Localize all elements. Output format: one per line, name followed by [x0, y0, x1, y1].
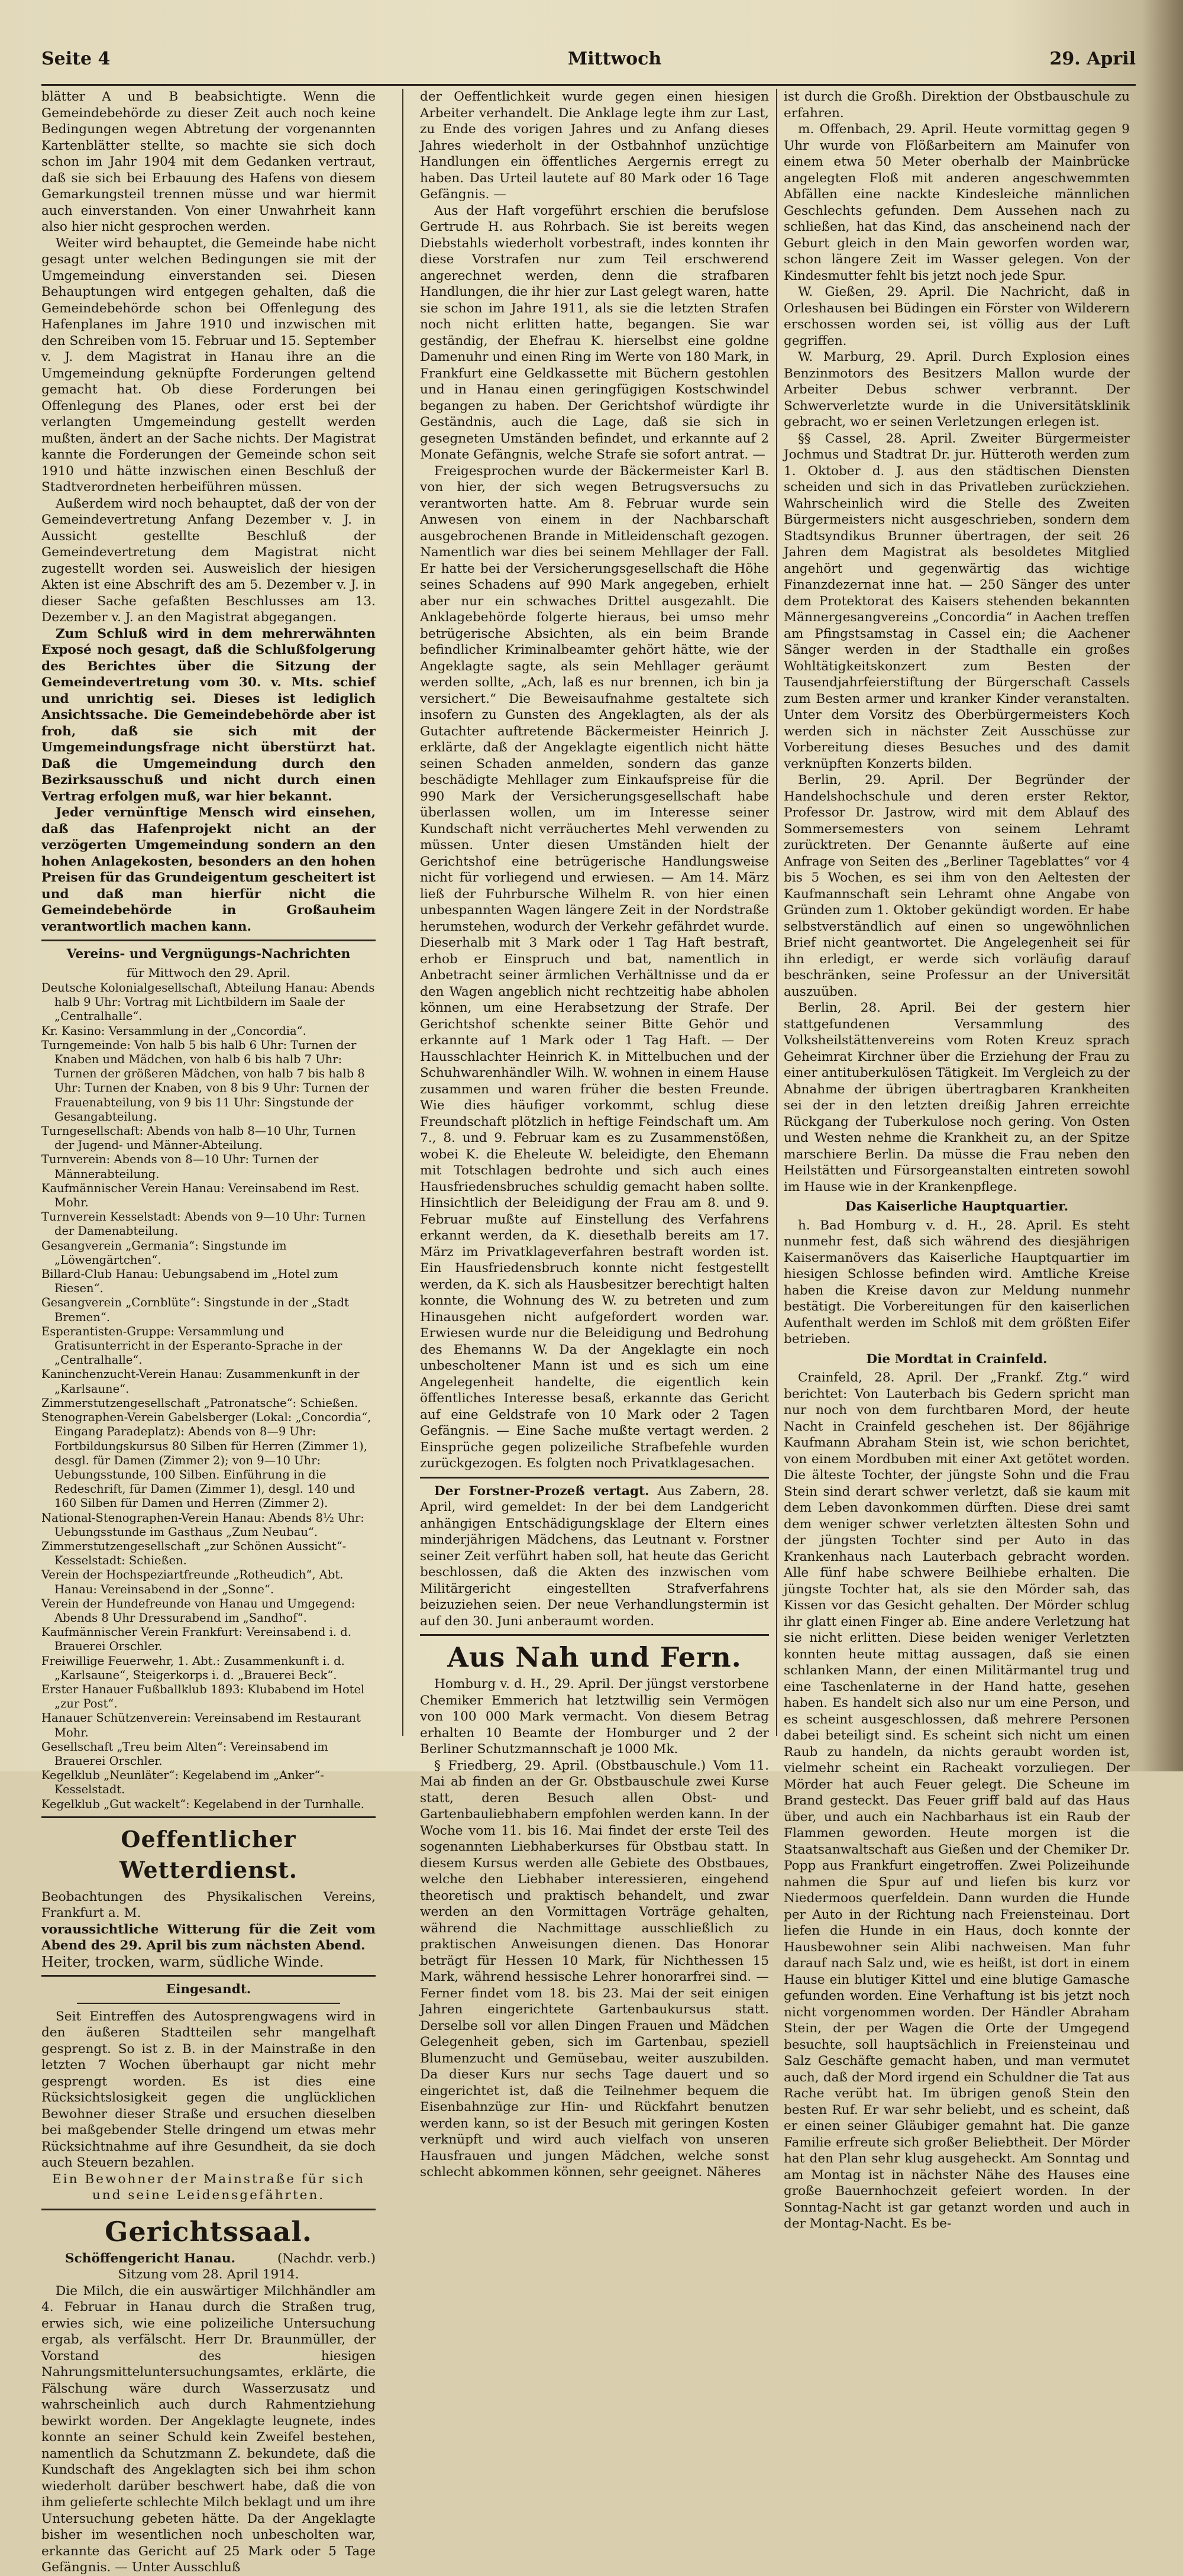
- divider: [41, 1975, 376, 1977]
- list-item: Billard-Club Hanau: Uebungsabend im „Hotel zum Riesen“.: [41, 1267, 338, 1296]
- column-3: [784, 89, 1130, 2231]
- session-date: Sitzung vom 28. April 1914.: [118, 2267, 299, 2283]
- divider: [420, 1634, 769, 1636]
- weather-source: Beobachtungen des Physikalischen Vereins, Frankfurt a. M.: [41, 1889, 376, 1921]
- list-item: Hanauer Schützenverein: Vereinsabend im Restaurant Mohr.: [41, 1711, 361, 1739]
- divider: [77, 2003, 340, 2004]
- signature: Ein Bewohner der Mainstraße für sich und seine Leidensgefährten.: [51, 2171, 366, 2203]
- section-subheading: für Mittwoch den 29. April.: [127, 965, 290, 980]
- list-item: Zimmerstutzengesellschaft „zur Schönen Aussicht“-Kesselstadt: Schießen.: [41, 1539, 347, 1568]
- list-item: Turnverein: Abends von 8—10 Uhr: Turnen der Männerabteilung.: [41, 1153, 319, 1181]
- paragraph: der Oeffentlichkeit wurde gegen einen hiesigen Arbeiter verhandelt. Die Anklage legte ihm zur Last, zu Ende des vorigen Jahres und zu Anfang dieses Jahres wiederholt in der Ostbahnhof unzüchtige Handlungen ein öffentliches Aergernis erregt zu haben. Das Urteil lautete auf 80 Mark oder 16 Tage Gefängnis. —: [420, 89, 769, 202]
- section-heading-hauptquartier: Das Kaiserliche Hauptquartier.: [845, 1199, 1069, 1214]
- page-header: [41, 43, 1136, 86]
- binding-shadow: [1142, 0, 1183, 1771]
- paragraph: W. Gießen, 29. April. Die Nachricht, daß in Orleshausen bei Büdingen ein Förster von Wilderern erschossen worden sei, ist völlig aus der Luft gegriffen.: [784, 285, 1130, 348]
- divider: [41, 940, 376, 941]
- weather-forecast-period: voraussichtliche Witterung für die Zeit vom Abend des 29. April bis zum nächsten Abend.: [41, 1922, 376, 1954]
- column-1: [41, 89, 376, 2575]
- list-item: Verein der Hochspeziartfreunde „Rotheudich“, Abt. Hanau: Vereinsabend in der „Sonne“.: [41, 1568, 344, 1596]
- vereins-list: [41, 981, 376, 1812]
- list-item: Gesellschaft „Treu beim Alten“: Vereinsabend im Brauerei Orschler.: [41, 1739, 328, 1768]
- paragraph: §§ Cassel, 28. April. Zweiter Bürgermeister Jochmus und Stadtrat Dr. jur. Hütteroth werden zum 1. Oktober d. J. aus den städtischen Diensten scheiden und sich in das Privatleben zurückziehen. Wahrscheinlich wird die Stelle des Zweiten Bürgermeisters nicht ausgeschrieben, sondern dem Stadtsyndikus Brunner übertragen, der seit 26 Jahren dem Magistrat als besoldetes Mitglied angehört und gegenwärtig das wichtige Finanzdezernat inne hat. — 250 Sänger des unter dem Protektorat des Kaisers stehenden bekannten Männergesangvereins „Concordia“ in Aachen treffen am Pfingstsamstag in Cassel ein; die Aachener Sänger werden in der Stadthalle ein großes Wohltätigkeitskonzert zum Besten der Tausendjahrfeierstiftung der Bürgerschaft Cassels zum Besten armer und kranker Kinder veranstalten. Unter dem Vorsitz des Oberbürgermeisters Koch werden sich in nächster Zeit Ausschüsse zur Vorbereitung dieses Besuches und des damit verknüpften Konzerts bilden.: [784, 431, 1130, 771]
- paragraph: h. Bad Homburg v. d. H., 28. April. Es steht nunmehr fest, daß sich während des diesjährigen Kaisermanövers das Kaiserliche Hauptquartier im hiesigen Schlosse befinden wird. Amtliche Kreise haben die Kreise davon zur Meldung nunmehr bestätigt. Die Vorbereitungen für den kaiserlichen Aufenthalt werden im Schloß mit dem größten Eifer betrieben.: [784, 1218, 1130, 1347]
- list-item: Kaufmännischer Verein Frankfurt: Vereinsabend i. d. Brauerei Orschler.: [41, 1625, 351, 1654]
- paragraph: Weiter wird behauptet, die Gemeinde habe nicht gesagt unter welchen Bedingungen sie mit der Umgemeindung einverstanden sei. Diesen Behauptungen wird entgegen gehalten, daß die Gemeindebehörde schon bei Offenlegung des Hafenplanes im Jahre 1910 und inzwischen mit den Schreiben vom 15. Februar und 15. September v. J. dem Magistrat in Hanau ihre an die Umgemeindung geknüpfte Forderungen geltend gemacht hat. Ob diese Forderungen bei Offenlegung des Planes, oder erst bei der verlangten Umgemeindung gestellt werden mußten, ändert an der Sache nichts. Der Magistrat kannte die Forderungen der Gemeinde schon seit 1910 und hätte inzwischen einen Beschluß der Stadtverordneten herbeiführen müssen.: [41, 235, 376, 495]
- list-item: Gesangverein „Cornblüte“: Singstunde in der „Stadt Bremen“.: [41, 1296, 349, 1324]
- paragraph: blätter A und B beabsichtigte. Wenn die Gemeindebehörde zu dieser Zeit auch noch keine Bedingungen wegen Abtretung der vorgenannten Kartenblätter stellte, so machte sie sich doch schon im Jahr 1904 mit dem Gedanken vertraut, daß sie sich bei Erbauung des Hafens von diesem Gemarkungsteil trennen müsse und war hiermit auch einverstanden. Von einer Unwahrheit kann also hier nicht gesprochen werden.: [41, 89, 376, 234]
- paragraph: Außerdem wird noch behauptet, daß der von der Gemeindevertretung Anfang Dezember v. J. in Aussicht gestellte Beschluß der Gemeindevertretung dem Magistrat nicht zugestellt worden sei. Ausweislich der hiesigen Akten ist eine Abschrift des am 5. Dezember v. J. in dieser Sache gefaßten Beschlusses am 13. Dezember v. J. an den Magistrat abgegangen.: [41, 496, 376, 625]
- section-heading-nah-fern: Aus Nah und Fern.: [447, 1641, 742, 1673]
- column-rule: [776, 89, 777, 1736]
- list-item: Turnverein Kesselstadt: Abends von 9—10 Uhr: Turnen der Damenabteilung.: [41, 1210, 366, 1238]
- list-item: Kaninchenzucht-Verein Hanau: Zusammenkunft in der „Karlsaune“.: [41, 1367, 360, 1396]
- list-item: Freiwillige Feuerwehr, 1. Abt.: Zusammenkunft i. d. „Karlsaune“, Steigerkorps i. d. „Brauerei Beck“.: [41, 1654, 345, 1682]
- column-rule: [402, 89, 403, 1736]
- court-subheading: [41, 2251, 376, 2267]
- list-item: Turngesellschaft: Abends von halb 8—10 Uhr, Turnen der Jugend- und Männer-Abteilung.: [41, 1124, 356, 1153]
- list-item: Turngemeinde: Von halb 5 bis halb 6 Uhr: Turnen der Knaben und Mädchen, von halb 6 bis halb 7 Uhr: Turnen der größeren Mädchen, von halb 7 bis halb 8 Uhr: Turnen der Knaben, von 8 bis 9 Uhr: Turnen der Frauenabteilung, von 9 bis 11 Uhr: Singstunde der Gesangabteilung.: [41, 1038, 369, 1124]
- divider: [41, 1816, 376, 1818]
- paragraph: Crainfeld, 28. April. Der „Frankf. Ztg.“ wird berichtet: Von Lauterbach bis Gedern spricht man nur noch von dem furchtbaren Mord, der heute Nacht in Crainfeld geschehen ist. Der 86jährige Kaufmann Abraham Stein ist, wie schon berichtet, von einem Mordbuben mit einer Axt getötet worden. Die älteste Tochter, der jüngste Sohn und die Frau Stein sind derart schwer verletzt, daß sie kaum mit dem Leben davonkommen dürften. Diese drei samt dem weniger schwer verletzten ältesten Sohn und der jüngsten Tochter sind per Auto in das Krankenhaus nach Lauterbach gebracht worden. Alle fünf habe schwere Beilhiebe erhalten. Die jüngste Tochter hat, als sie den Mörder sah, das Kissen vor das Gesicht gehalten. Der Mörder schlug ihr glatt einen Finger ab. Eine andere Verletzung hat sie nicht erlitten. Diese beiden weniger Verletzten konnten heute mittag aussagen, daß sie einen schlanken Mann, der einen Militärmantel trug und eine Taschenlaterne in der Hand hatte, gesehen haben. Es handelt sich also nur um eine Person, und es scheint ausgeschlossen, daß mehrere Personen dabei beteiligt sind. Es scheint sich nicht um einen Raub zu handeln, da nichts geraubt worden ist, vielmehr scheint ein Racheakt vorzuliegen. Der Mörder hat auch Feuer gelegt. Die Scheune im Brand gesteckt. Das Feuer griff bald auf das Haus über, und auch ein Nachbarhaus ist ein Raub der Flammen geworden. Heute morgen ist die Staatsanwaltschaft aus Gießen und der Chemiker Dr. Popp aus Frankfurt eingetroffen. Zwei Polizeihunde nahmen die Spur auf und liefen bis kurz vor Niedermoos querfeldein. Dann wurden die Hunde per Auto in der Richtung nach Freiensteinau. Dort liefen die Hunde in ein Haus, doch konnte der Hausbewohner sein Alibi nachweisen. Man fuhr darauf nach Salz und, wie es heißt, ist dort in einem Hause ein blutiger Kittel und eine blutige Gamasche gefunden worden. Eine Verhaftung ist bis jetzt noch nicht vorgenommen worden. Der Händler Abraham Stein, der per Wagen die Orte der Umgegend besuchte, soll hauptsächlich in Freiensteinau und Salz Geschäfte gemacht haben, und man vermutet auch, daß der Mord irgend ein Schuldner die Tat aus Rache verübt hat. Im übrigen genoß Stein den besten Ruf. Er war sehr beliebt, und es scheint, daß er einen seiner Gläubiger gemahnt hat. Die ganze Familie erfreute sich großer Beliebtheit. Der Mörder hat den Plan sehr klug ausgeheckt. Am Sonntag und am Montag ist in nächster Nähe des Hauses eine große Bauernhochzeit gefeiert worden. In der Sonntag-Nacht ist gar getanzt worden und auch in der Montag-Nacht. Es be-: [784, 1370, 1130, 2231]
- paragraph: Die Milch, die ein auswärtiger Milchhändler am 4. Februar in Hanau durch die Straßen trug, erwies sich, wie eine polizeiliche Untersuchung ergab, als verfälscht. Herr Dr. Braunmüller, der Vorstand des hiesigen Nahrungsmitteluntersuchungsamtes, erklärte, die Fälschung wäre durch Wasserzusatz und wahrscheinlich auch durch Rahmentziehung bewirkt worden. Der Angeklagte leugnete, indes konnte an seiner Schuld kein Zweifel bestehen, namentlich da Schutzmann Z. bekundete, daß die Kundschaft des Angeklagten sich bei ihm schon wiederholt darüber beschwert habe, daß die von ihm gelieferte schlechte Milch beklagt und um ihre Untersuchung gebeten hätte. Da der Angeklagte bisher im wesentlichen noch unbescholten war, erkannte das Gericht auf 25 Mark oder 5 Tage Gefängnis. — Unter Ausschluß: [41, 2283, 376, 2575]
- list-item: Zimmerstutzengesellschaft „Patronatsche“: Schießen.: [41, 1396, 358, 1410]
- paragraph: m. Offenbach, 29. April. Heute vormittag gegen 9 Uhr wurde von Flößarbeitern am Mainufer von einem etwa 50 Meter oberhalb der Mainbrücke angelegten Floß mit anderen angeschwemmten Abfällen eine nackte Kindesleiche männlichen Geschlechts gefunden. Dem Aussehen nach zu schließen, hat das Kind, das anscheinend nach der Geburt gleich in den Main geworfen worden war, schon längere Zeit im Wasser gelegen. Von der Kindesmutter fehlt bis jetzt noch jede Spur.: [784, 122, 1130, 283]
- section-heading-mordtat: Die Mordtat in Crainfeld.: [866, 1351, 1048, 1367]
- divider: [41, 2209, 376, 2210]
- list-item: Kr. Kasino: Versammlung in der „Concordia“.: [41, 1024, 306, 1038]
- section-heading-gericht: Gerichtssaal.: [105, 2215, 312, 2248]
- list-item: Kaufmännischer Verein Hanau: Vereinsabend im Rest. Mohr.: [41, 1181, 360, 1210]
- weekday: Mittwoch: [568, 49, 662, 69]
- paragraph: Seit Eintreffen des Autosprengwagens wird in den äußeren Stadtteilen sehr mangelhaft gesprengt. So ist z. B. in der Mainstraße in den letzten 7 Wochen überhaupt gar nicht mehr gesprengt worden. Es ist dies eine Rücksichtslosigkeit gegen die unglücklichen Bewohner dieser Straße und ersuchen dieselben bei maßgebender Stelle dringend um etwas mehr Rücksichtnahme auf ihre Gesundheit, da sie doch auch Steuern bezahlen.: [41, 2009, 376, 2171]
- paragraph: Zum Schluß wird in dem mehrerwähnten Exposé noch gesagt, daß die Schlußfolgerung des Berichtes über die Sitzung der Gemeindevertretung vom 30. v. Mts. schief und unrichtig sei. Dieses ist lediglich Ansichtssache. Die Gemeindebehörde aber ist froh, daß sie sich mit der Umgemeindungsfrage nicht überstürzt hat. Daß die Umgemeindung durch den Bezirksausschuß und nicht durch einen Vertrag erfolgen muß, war hier bekannt.: [41, 626, 376, 804]
- divider: [420, 1477, 769, 1479]
- section-heading-eingesandt: Eingesandt.: [166, 1982, 251, 1997]
- list-item: Gesangverein „Germania“: Singstunde im „Löwengärtchen“.: [41, 1238, 287, 1267]
- list-item: Erster Hanauer Fußballklub 1893: Klubabend im Hotel „zur Post“.: [41, 1682, 365, 1711]
- reprint-note: (Nachdr. verb.): [277, 2251, 376, 2266]
- page-number: Seite 4: [41, 49, 111, 69]
- list-item: Stenographen-Verein Gabelsberger (Lokal: „Concordia“, Eingang Paradeplatz): Abends von 8—9 Uhr: Fortbildungskursus 80 Silben für Herren (Zimmer 1), desgl. für Damen (Zimmer 2); von 9—10 Uhr: Uebungsstunde, 100 Silben. Einführung in die Redeschrift, für Damen (Zimmer 1), desgl. 140 und 160 Silben für Damen und Herren (Zimmer 2).: [41, 1410, 371, 1510]
- list-item: Esperantisten-Gruppe: Versammlung und Gratisunterricht in der Esperanto-Sprache in der „Centralhalle“.: [41, 1324, 342, 1367]
- paragraph: Aus der Haft vorgeführt erschien die berufslose Gertrude H. aus Rohrbach. Sie ist bereits wegen Diebstahls wiederholt vorbestraft, indes konnten ihr diese Vorstrafen nur zum Teil erschwerend angerechnet werden, denn die strafbaren Handlungen, die ihr hier zur Last gelegt waren, hatte sie schon im Jahre 1911, als sie die letzten Strafen noch nicht erlitten hatte, begangen. Sie war geständig, der Ehefrau K. hierselbst eine goldne Damenuhr und einen Ring im Werte von 180 Mark, in Frankfurt eine Geldkassette mit Büchern gestohlen und in Hanau einen geringfügigen Kostschwindel begangen zu haben. Der Gerichtshof würdigte ihr Geständnis, auch die Lage, daß sie sich in gesegneten Umständen befindet, und erkannte auf 2 Monate Gefängnis, welche Strafe sie sofort antrat. —: [420, 203, 769, 462]
- forstner-text: Aus Zabern, 28. April, wird gemeldet: In der bei dem Landgericht anhängigen Entschädigungsklage der Eltern eines minderjährigen Mädchens, das Leutnant v. Forstner seiner Zeit verführt haben soll, hat heute das Gericht beschlossen, daß die Akten des inzwischen vom Militärgericht eingestellten Strafverfahrens beizuziehen seien. Der neue Verhandlungstermin ist auf den 30. Juni anberaumt worden.: [420, 1483, 770, 1629]
- list-item: Kegelklub „Gut wackelt“: Kegelabend in der Turnhalle.: [41, 1797, 364, 1811]
- section-heading-wetter: Oeffentlicher Wetterdienst.: [119, 1825, 298, 1883]
- weather-forecast: Heiter, trocken, warm, südliche Winde.: [41, 1953, 324, 1970]
- paragraph: Homburg v. d. H., 29. April. Der jüngst verstorbene Chemiker Emmerich hat letztwillig sein Vermögen von 100 000 Mark vermacht. Von diesem Betrag erhalten 10 Beamte der Homburger und 2 der Berliner Schutzmannschaft je 1000 Mk.: [420, 1677, 769, 1757]
- list-item: Kegelklub „Neunläter“: Kegelabend im „Anker“-Kesselstadt.: [41, 1768, 324, 1797]
- paragraph-forstner: [420, 1483, 769, 1630]
- court-name: Schöffengericht Hanau.: [65, 2251, 236, 2266]
- list-item: National-Stenographen-Verein Hanau: Abends 8½ Uhr: Uebungsstunde im Gasthaus „Zum Neubau“.: [41, 1510, 364, 1539]
- paragraph: Berlin, 28. April. Bei der gestern hier stattgefundenen Versammlung des Volksheilstättenvereins vom Roten Kreuz sprach Geheimrat Kirchner über die Erziehung der Frau zu einer antituberkulösen Tätigkeit. Im Vergleich zu der Abnahme der übrigen übertragbaren Krankheiten sei der in den letzten dreißig Jahren erreichte Rückgang der Tuberkulose noch gering. Von Osten und Westen nehme die Krankheit zu, an der Spitze marschiere Berlin. Da müsse die Frau neben den Heilstätten und Fürsorgeanstalten eintreten sowohl im Hause wie in der Krankenpflege.: [784, 1000, 1130, 1195]
- paragraph: § Friedberg, 29. April. (Obstbauschule.) Vom 11. Mai ab finden an der Gr. Obstbauschule zwei Kurse statt, deren Besuch allen Obst- und Gartenbauliebhabern empfohlen werden kann. In der Woche vom 11. bis 16. Mai findet der erste Teil des sogenannten Liebhaberkurses für Obstbau statt. In diesem Kursus werden alle Gebiete des Obstbaues, welche den Liebhaber interessieren, eingehend theoretisch und praktisch behandelt, und zwar werden an den Vormittagen Vorträge gehalten, während die Nachmittage ausschließlich zu praktischen Anweisungen dienen. Das Honorar beträgt für Hessen 10 Mark, für Nichthessen 15 Mark, während hessische Lehrer honorarfrei sind. — Ferner findet vom 18. bis 23. Mai der seit einigen Jahren eingerichtete Gartenbaukursus statt. Derselbe soll vor allen Dingen Frauen und Mädchen Gelegenheit geben, sich im Gartenbau, speziell Blumenzucht und Gemüsebau, weiter auszubilden. Da dieser Kurs nur sechs Tage dauert und so eingerichtet ist, daß die Teilnehmer bequem die Eisenbahnzüge zur Hin- und Rückfahrt benutzen werden kann, so ist der Besuch mit geringen Kosten verknüpft und wird auch vielfach von unseren Hausfrauen und jungen Mädchen, welche sonst schlecht abkommen können, sehr geeignet. Näheres: [420, 1758, 769, 2180]
- paragraph: Freigesprochen wurde der Bäckermeister Karl B. von hier, der sich wegen Betrugsversuchs zu verantworten hatte. Am 8. Februar wurde sein Anwesen von einem in der Nachbarschaft ausgebrochenen Brande in Mitleidenschaft gezogen. Namentlich war dies bei seinem Mehllager der Fall. Er hatte bei der Versicherungsgesellschaft die Höhe seines Schadens auf 990 Mark angegeben, erhielt aber nur ein schwaches Drittel ausgezahlt. Die Anklagebehörde folgerte hieraus, bei umso mehr betrügerische Absichten, als ein beim Brande befindlicher Kriminalbeamter gehört hätte, wie der Angeklagte sagte, als sein Mehllager geräumt werden sollte, „Ach, laß es nur brennen, ich bin ja versichert.“ Die Beweisaufnahme gestaltete sich insofern zu Gunsten des Angeklagten, als der als Gutachter auftretende Bäckermeister Heinrich J. erklärte, daß der Angeklagte eigentlich nicht hätte seinen Schaden anmelden, sondern das ganze beschädigte Mehllager zum Einkaufspreise für die 990 Mark der Versicherungsgesellschaft habe überlassen wollen, um im Interesse seiner Kundschaft nicht verräuchertes Mehl verwenden zu müssen. Unter diesen Umständen hielt der Gerichtshof eine betrügerische Handlungsweise nicht für vorliegend und erwiesen. — Am 14. März ließ der Fuhrbursche Wilhelm R. von hier einen unbespannten Wagen längere Zeit in der Nordstraße herumstehen, wodurch der Verkehr gefährdet wurde. Dieserhalb mit 3 Mark oder 1 Tag Haft bestraft, erhob er Einspruch und bat, namentlich in Anbetracht seiner ärmlichen Verhältnisse und da er den Wagen angeblich nicht rechtzeitig habe abholen können, um eine Herabsetzung der Strafe. Der Gerichtshof schenkte seiner Bitte Gehör und erkannte auf 1 Mark oder 1 Tag Haft. — Der Hausschlachter Heinrich K. in Mittelbuchen und der Schuhwarenhändler Wilh. W. wohnen in einem Hause zusammen und waren früher die besten Freunde. Wie dies häufiger vorkommt, schlug diese Freundschaft plötzlich in heftige Feindschaft um. Am 7., 8. und 9. Februar kam es zu Zusammenstößen, wobei K. die Eheleute W. beleidigte, den Ehemann mit Totschlagen bedrohte und sich auch eines Hausfriedensbruches schuldig gemacht haben sollte. Hinsichtlich der Beleidigung der Frau am 8. und 9. Februar mußte auf Einstellung des Verfahrens erkannt werden, da K. diesethalb bereits am 17. März im Privatklageverfahren bestraft worden ist. Ein Hausfriedensbruch konnte nicht festgestellt werden, da K. sich als Hausbesitzer berechtigt halten konnte, die Wohnung des W. zu betreten und zum Hinausgehen nicht aufgefordert worden war. Erwiesen wurde nur die Beleidigung und Bedrohung des Ehemanns W. Da der Angeklagte ein noch unbescholtener Mann ist und es sich um eine Angelegenheit handelte, die eigentlich kein öffentliches Interesse besaß, erkannte das Gericht auf eine Geldstrafe von 10 Mark oder 2 Tagen Gefängnis. — Eine Sache mußte vertagt werden. 2 Einsprüche gegen polizeiliche Strafbefehle wurden zurückgezogen. Es folgten noch Privatklagesachen.: [420, 463, 769, 1471]
- column-2: [420, 89, 770, 2180]
- list-item: Deutsche Kolonialgesellschaft, Abteilung Hanau: Abends halb 9 Uhr: Vortrag mit Lichtbildern im Saale der „Centralhalle“.: [41, 981, 375, 1024]
- paragraph: ist durch die Großh. Direktion der Obstbauschule zu erfahren.: [784, 89, 1130, 121]
- headline-forstner: Der Forstner-Prozeß vertagt.: [434, 1483, 649, 1499]
- list-item: Verein der Hundefreunde von Hanau und Umgegend: Abends 8 Uhr Dressurabend im „Sandhof“.: [41, 1596, 355, 1625]
- paragraph: Berlin, 29. April. Der Begründer der Handelshochschule und deren erster Rektor, Professor Dr. Jastrow, wird mit dem Ablauf des Sommersemesters von seinem Lehramt zurücktreten. Der Genannte äußerte auf eine Anfrage von Seiten des „Berliner Tageblattes“ vor 4 bis 5 Wochen, es sei ihm von den Aeltesten der Kaufmannschaft sein Lehramt ohne Angabe von Gründen zum 1. Oktober gekündigt worden. Er habe selbstverständlich auf einen so ungewöhnlichen Brief nicht geantwortet. Die Angelegenheit sei für ihn erledigt, er werde sich vorläufig darauf beschränken, seine Professur an der Universität auszuüben.: [784, 773, 1130, 999]
- paragraph: Jeder vernünftige Mensch wird einsehen, daß das Hafenprojekt nicht an der verzögerten Umgemeindung sondern an den hohen Anlagekosten, besonders an den hohen Preisen für das Grundeigentum gescheitert ist und daß man hierfür nicht die Gemeindebehörde in Großauheim verantwortlich machen kann.: [41, 805, 376, 934]
- section-heading-vereine: Vereins- und Vergnügungs-Nachrichten: [66, 947, 351, 961]
- issue-date: 29. April: [1049, 49, 1136, 69]
- paragraph: W. Marburg, 29. April. Durch Explosion eines Benzinmotors des Besitzers Mallon wurde der Arbeiter Debus schwer verbrannt. Der Schwerverletzte wurde in die Universitätsklinik gebracht, wo er seinen Verletzungen erlegen ist.: [784, 350, 1130, 430]
